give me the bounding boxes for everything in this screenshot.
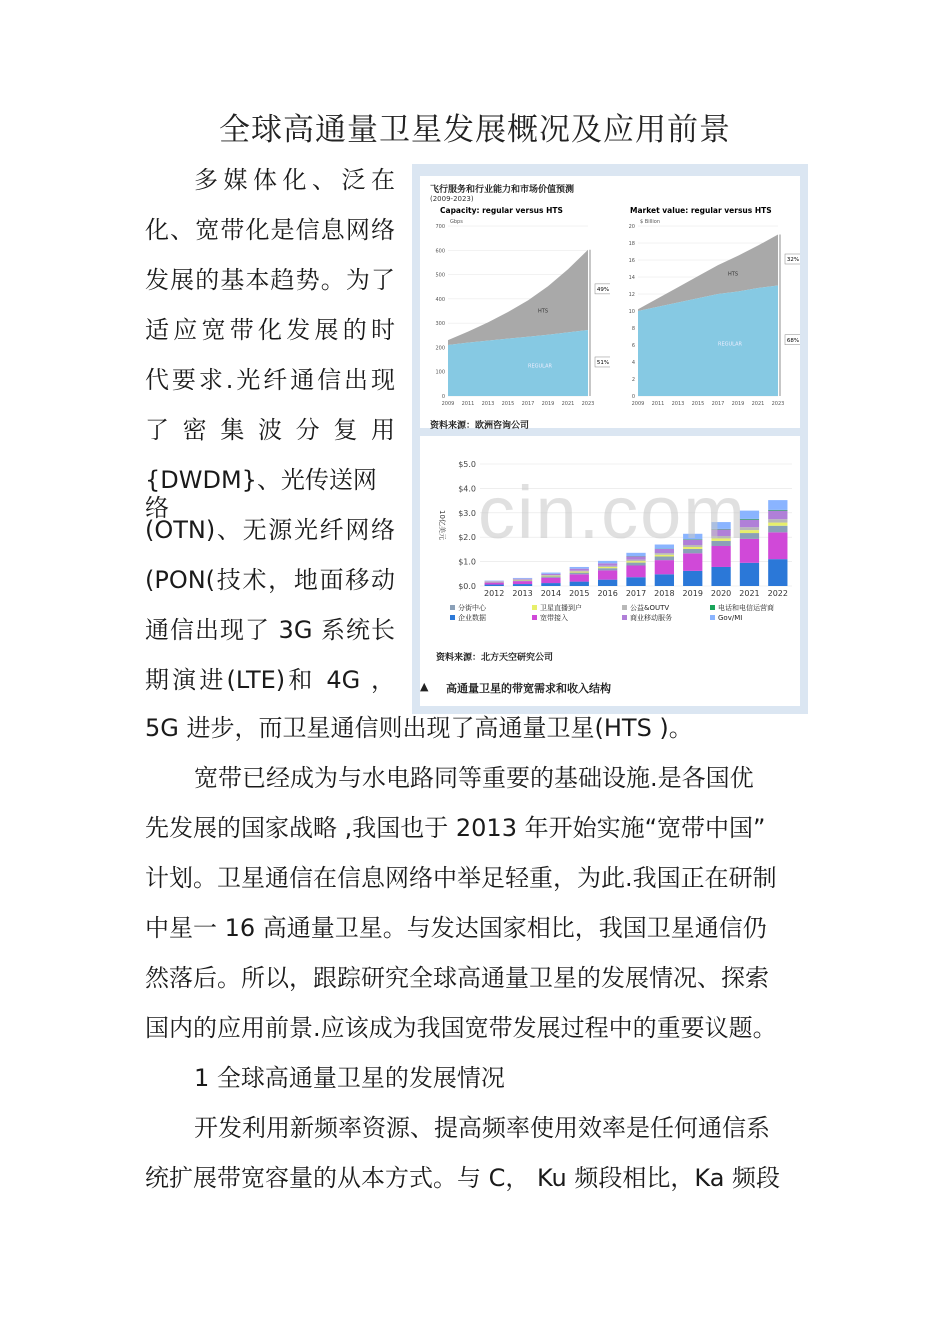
- bar-segment: [655, 560, 674, 574]
- x-tick-label: 2009: [441, 401, 455, 407]
- chart-title: Market value: regular versus HTS: [630, 206, 772, 215]
- x-tick-label: 2022: [767, 589, 788, 598]
- y-axis-label: Gbps: [450, 219, 463, 225]
- bar-segment: [598, 566, 617, 567]
- x-tick-label: 2021: [751, 401, 765, 407]
- bar-segment: [683, 553, 702, 571]
- legend-swatch: [622, 615, 627, 620]
- y-tick-label: 20: [628, 224, 635, 230]
- bar-segment: [711, 567, 730, 586]
- legend-swatch: [710, 615, 715, 620]
- bar-segment: [626, 566, 645, 578]
- bar-segment: [541, 578, 560, 583]
- bar-segment: [655, 574, 674, 586]
- x-tick-label: 2015: [501, 401, 515, 407]
- watermark-text: cin.com: [478, 471, 747, 554]
- bar-segment: [598, 567, 617, 568]
- y-tick-label: 200: [435, 345, 445, 352]
- bar-segment: [768, 510, 787, 511]
- x-tick-label: 2017: [521, 401, 535, 407]
- x-tick-label: 2017: [711, 401, 725, 407]
- x-tick-label: 2019: [682, 589, 703, 598]
- y-tick-label: 16: [628, 258, 635, 264]
- bar-segment: [541, 575, 560, 576]
- series-label-regular: REGULAR: [528, 363, 552, 370]
- market-value-chart: [610, 204, 800, 416]
- figure-caption-marker: ▲: [420, 680, 429, 693]
- paragraph1-line: (OTN)、无源光纤网络: [145, 516, 395, 544]
- legend-swatch: [622, 605, 627, 610]
- figure-container: [412, 164, 808, 714]
- bar-segment: [598, 563, 617, 565]
- bar-segment: [570, 573, 589, 575]
- bar-segment: [541, 576, 560, 577]
- bar-segment: [768, 511, 787, 520]
- bar-segment: [655, 556, 674, 560]
- y-tick-label: 0: [631, 394, 635, 400]
- x-tick-label: 2014: [540, 589, 562, 598]
- x-tick-label: 2009: [631, 401, 645, 407]
- x-tick-label: 2013: [481, 401, 495, 407]
- x-tick-label: 2023: [581, 401, 595, 407]
- bar-segment: [598, 568, 617, 570]
- section-heading-1: 1 全球高通量卫星的发展情况: [194, 1064, 505, 1092]
- y-tick-label: 600: [435, 248, 445, 255]
- legend-swatch: [450, 605, 455, 610]
- paragraph1-line: 通信出现了 3G 系统长: [145, 616, 395, 644]
- y-tick-label: $5.0: [458, 460, 476, 469]
- x-tick-label: 2015: [569, 589, 590, 598]
- legend-swatch: [450, 615, 455, 620]
- bar-segment: [570, 571, 589, 572]
- paragraph1-line: 多媒体化、泛在: [194, 166, 395, 194]
- bar-segment: [570, 572, 589, 573]
- figure-top-panel: [420, 176, 800, 431]
- paragraph1-line: 了 密 集 波 分 复 用: [145, 416, 395, 444]
- bar-segment: [485, 583, 504, 585]
- bar-segment: [626, 556, 645, 559]
- bar-segment: [768, 519, 787, 522]
- bar-segment: [768, 559, 787, 586]
- bar-segment: [513, 580, 532, 581]
- legend-swatch: [710, 605, 715, 610]
- x-tick-label: 2011: [651, 401, 665, 407]
- paragraph2-line: 计划。卫星通信在信息网络中举足轻重，为此.我国正在研制: [145, 864, 777, 892]
- y-tick-label: $2.0: [458, 533, 476, 543]
- paragraph3-line: 开发利用新频率资源、提高频率使用效率是任何通信系: [194, 1114, 770, 1142]
- legend-label: 电话和电信运营商: [718, 604, 774, 612]
- bar-segment: [570, 567, 589, 569]
- series-label-hts: HTS: [728, 271, 738, 278]
- legend-label: 宽带接入: [540, 614, 568, 622]
- bar-segment: [541, 583, 560, 586]
- y-tick-label: 18: [628, 241, 635, 247]
- paragraph2-line: 宽带已经成为与水电路同等重要的基础设施.是各国优: [194, 764, 754, 792]
- x-tick-label: 2016: [597, 589, 618, 598]
- y-tick-label: 0: [441, 394, 445, 400]
- paragraph2-line: 先发展的国家战略 ,我国也于 2013 年开始实施“宽带中国”: [145, 814, 766, 842]
- x-tick-label: 2013: [512, 589, 533, 598]
- x-tick-label: 2020: [710, 589, 732, 598]
- x-tick-label: 2019: [541, 401, 555, 407]
- figure-top-header: 飞行服务和行业能力和市场价值预测: [430, 185, 575, 195]
- bar-segment: [768, 523, 787, 526]
- bar-segment: [768, 532, 787, 559]
- bar-segment: [683, 571, 702, 586]
- bar-segment: [740, 563, 759, 586]
- paragraph1-line: 化、宽带化是信息网络: [145, 216, 395, 244]
- annotation-regular-share: 68%: [786, 337, 800, 344]
- paragraph1-line: 适应宽带化发展的时: [145, 316, 395, 344]
- bar-segment: [598, 561, 617, 563]
- bar-segment: [541, 576, 560, 577]
- bar-segment: [513, 584, 532, 586]
- bar-segment: [626, 577, 645, 586]
- paragraph2-line: 然落后。所以，跟踪研究全球高通量卫星的发展情况、探索: [145, 964, 769, 992]
- y-tick-label: 2: [631, 377, 635, 383]
- paragraph1-line: 发展的基本趋势。为了: [145, 266, 395, 294]
- bar-segment: [626, 561, 645, 562]
- paragraph1-last-line: 5G 进步，而卫星通信则出现了高通量卫星(HTS )。: [145, 714, 693, 742]
- bar-segment: [513, 581, 532, 584]
- bar-segment: [570, 574, 589, 581]
- series-label-regular: REGULAR: [718, 341, 742, 348]
- bar-segment: [768, 526, 787, 533]
- y-axis-label: $ Billion: [640, 219, 660, 225]
- x-tick-label: 2019: [731, 401, 745, 407]
- y-tick-label: 100: [435, 369, 445, 376]
- annotation-regular-share: 51%: [596, 359, 610, 366]
- legend-label: 卫星直播到户: [540, 604, 582, 612]
- paragraph3-line: 统扩展带宽容量的从本方式。与 C， Ku 频段相比，Ka 频段: [145, 1164, 781, 1192]
- x-tick-label: 2021: [739, 589, 760, 598]
- bar-segment: [626, 563, 645, 566]
- y-tick-label: 700: [435, 224, 445, 230]
- y-tick-label: 400: [435, 296, 445, 303]
- y-tick-label: 500: [435, 272, 445, 279]
- y-tick-label: 12: [628, 292, 635, 298]
- x-tick-label: 2013: [671, 401, 685, 407]
- annotation-hts-share: 32%: [786, 257, 800, 263]
- bar-segment: [485, 585, 504, 586]
- legend-label: Gov/MI: [718, 614, 743, 622]
- x-tick-label: 2023: [771, 401, 785, 407]
- figure-top-period: (2009-2023): [430, 195, 474, 203]
- y-tick-label: $4.0: [458, 484, 476, 494]
- paragraph1-line: (PON(技术，地面移动: [145, 566, 395, 594]
- legend-label: 企业数据: [458, 614, 486, 622]
- hts-area: [448, 250, 588, 345]
- bar-segment: [655, 555, 674, 557]
- series-label-hts: HTS: [538, 308, 548, 315]
- y-tick-label: $0.0: [458, 582, 476, 591]
- bar-segment: [570, 569, 589, 571]
- capacity-chart: [420, 204, 610, 416]
- figure-bottom-source: 资料来源：北方天空研究公司: [436, 653, 554, 663]
- legend-swatch: [532, 605, 537, 610]
- paragraph1-line: 期演进(LTE)和 4G ，: [145, 666, 395, 694]
- y-tick-label: 10: [628, 309, 635, 315]
- paragraph2-line: 国内的应用前景.应该成为我国宽带发展过程中的重要议题。: [145, 1014, 777, 1042]
- legend-label: 公益&OUTV: [630, 604, 670, 612]
- y-axis-label: 10亿美元: [438, 510, 446, 540]
- y-tick-label: 8: [631, 326, 635, 332]
- annotation-hts-share: 49%: [596, 286, 610, 293]
- y-tick-label: $3.0: [458, 508, 476, 518]
- legend-label: 分街中心: [458, 604, 486, 612]
- bar-segment: [598, 570, 617, 579]
- bar-segment: [513, 579, 532, 580]
- bar-segment: [768, 500, 787, 510]
- paragraph1-line: {DWDM}、光传送网络: [145, 466, 377, 522]
- legend-label: 商业移动服务: [630, 614, 672, 622]
- y-tick-label: $1.0: [458, 557, 476, 567]
- bar-segment: [626, 560, 645, 561]
- figure-caption: 高通量卫星的带宽需求和收入结构: [446, 682, 611, 695]
- x-tick-label: 2015: [691, 401, 705, 407]
- y-tick-label: 14: [628, 275, 635, 281]
- y-tick-label: 4: [631, 360, 635, 366]
- chart-title: Capacity: regular versus HTS: [440, 206, 563, 215]
- document-title: 全球高通量卫星发展概况及应用前景: [219, 112, 731, 148]
- x-tick-label: 2012: [484, 589, 505, 598]
- bar-segment: [598, 580, 617, 586]
- bar-segment: [570, 582, 589, 586]
- bar-segment: [541, 574, 560, 575]
- x-tick-label: 2017: [625, 589, 647, 598]
- x-tick-label: 2021: [561, 401, 575, 407]
- legend-swatch: [532, 615, 537, 620]
- bar-segment: [541, 573, 560, 574]
- y-tick-label: 6: [631, 343, 635, 349]
- paragraph2-line: 中星一 16 高通量卫星。与发达国家相比，我国卫星通信仍: [145, 914, 767, 942]
- bar-segment: [513, 578, 532, 579]
- x-tick-label: 2018: [654, 589, 675, 598]
- paragraph1-line: 代要求.光纤通信出现: [145, 366, 395, 394]
- x-tick-label: 2011: [461, 401, 475, 407]
- y-tick-label: 300: [435, 321, 445, 328]
- figure-top-source: 资料来源：欧洲咨询公司: [430, 421, 530, 431]
